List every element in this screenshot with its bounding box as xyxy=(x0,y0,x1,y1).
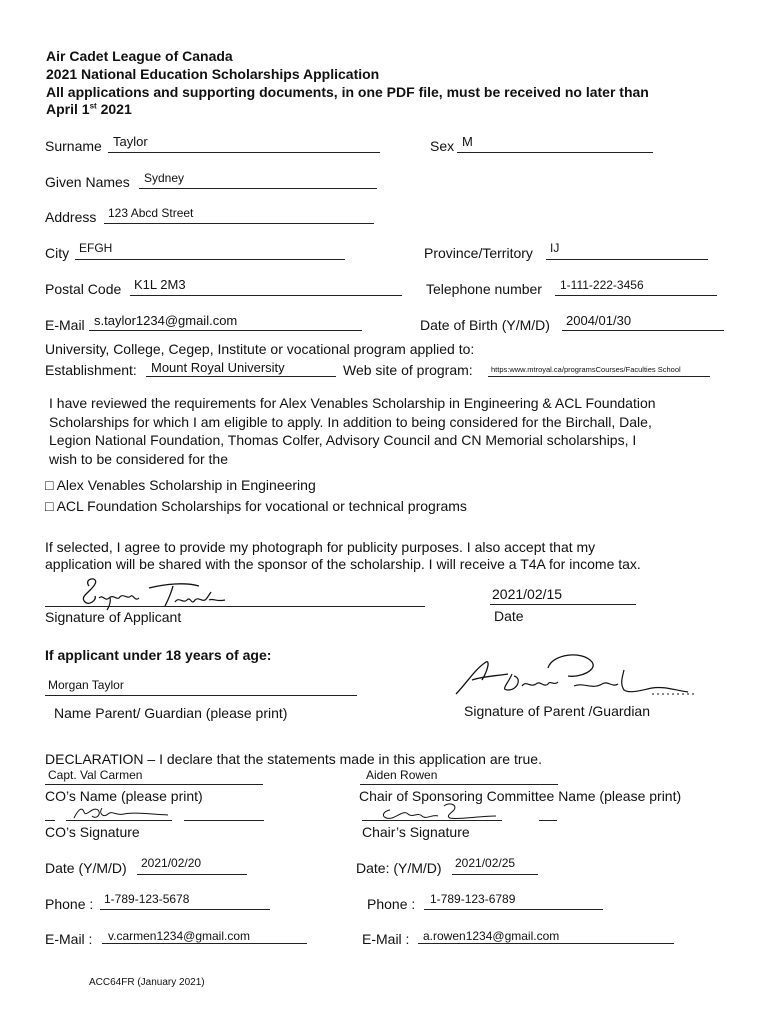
establishment-label: Establishment: xyxy=(45,362,137,378)
city-field[interactable]: EFGH xyxy=(79,241,113,255)
consent-line-1: If selected, I agree to provide my photograph for publicity purposes. I also accept that my xyxy=(45,539,596,555)
website-label: Web site of program: xyxy=(343,362,473,378)
header-line-3: All applications and supporting documents, in one PDF file, must be received no later than xyxy=(46,84,649,100)
header-line-2: 2021 National Education Scholarships Application xyxy=(46,66,380,82)
co-email-label: E-Mail : xyxy=(45,931,93,947)
co-signature-label: CO’s Signature xyxy=(45,824,140,840)
consent-line-2: application will be shared with the sponsor of the scholarship. I will receive a T4A for income tax. xyxy=(45,556,641,572)
declaration-text: DECLARATION – I declare that the statements made in this application are true. xyxy=(45,751,542,767)
email-underline xyxy=(89,330,362,331)
establishment-underline xyxy=(146,376,336,377)
header-line-1: Air Cadet League of Canada xyxy=(46,48,233,64)
chair-email-field[interactable]: a.rowen1234@gmail.com xyxy=(423,929,560,943)
co-signature-underline-a xyxy=(45,820,55,821)
co-date-field[interactable]: 2021/02/20 xyxy=(141,856,202,870)
chair-date-field[interactable]: 2021/02/25 xyxy=(455,856,516,870)
applicant-date-field[interactable]: 2021/02/15 xyxy=(492,586,563,602)
establishment-field[interactable]: Mount Royal University xyxy=(151,360,285,375)
province-underline xyxy=(546,259,708,260)
review-line-3: Legion National Foundation, Thomas Colfer, Advisory Council and CN Memorial scholarships, I xyxy=(49,432,637,448)
dob-underline xyxy=(562,330,724,331)
address-label: Address xyxy=(45,209,97,225)
header-line-4-post: 2021 xyxy=(96,101,132,117)
co-name-field[interactable]: Capt. Val Carmen xyxy=(48,768,143,782)
chair-name-field[interactable]: Aiden Rowen xyxy=(366,768,438,782)
review-line-2: Scholarships for which I am eligible to apply. In addition to being considered for the Birchall, Dale, xyxy=(49,414,652,430)
chair-date-label: Date: (Y/M/D) xyxy=(356,860,442,876)
option-acl-foundation-checkbox[interactable]: □ ACL Foundation Scholarships for vocational or technical programs xyxy=(45,498,467,514)
form-code: ACC64FR (January 2021) xyxy=(89,977,205,988)
address-underline xyxy=(104,223,374,224)
given-names-underline xyxy=(139,188,377,189)
chair-name-underline xyxy=(360,784,558,785)
surname-underline xyxy=(108,152,380,153)
review-line-4: wish to be considered for the xyxy=(49,451,228,467)
applicant-date-underline xyxy=(490,604,636,605)
address-field[interactable]: 123 Abcd Street xyxy=(108,206,194,220)
sex-field[interactable]: M xyxy=(462,134,473,149)
guardian-name-label: Name Parent/ Guardian (please print) xyxy=(54,705,288,721)
guardian-signature-image[interactable] xyxy=(452,650,697,698)
chair-phone-label: Phone : xyxy=(367,896,416,912)
chair-signature-underline-b xyxy=(539,820,557,821)
chair-phone-field[interactable]: 1-789-123-6789 xyxy=(430,892,516,906)
co-phone-field[interactable]: 1-789-123-5678 xyxy=(104,892,190,906)
given-names-label: Given Names xyxy=(45,174,130,190)
guardian-name-field[interactable]: Morgan Taylor xyxy=(48,678,124,692)
review-line-1: I have reviewed the requirements for Alex Venables Scholarship in Engineering & ACL Foundation xyxy=(49,395,656,411)
website-field[interactable]: https:www.mtroyal.ca/programsCourses/Faculties School xyxy=(491,365,681,374)
chair-name-label: Chair of Sponsoring Committee Name (please print) xyxy=(359,788,682,804)
co-signature-image[interactable] xyxy=(68,800,178,822)
postal-code-field[interactable]: K1L 2M3 xyxy=(134,277,186,292)
applicant-signature-image[interactable] xyxy=(75,574,240,612)
header-line-4-sup: st xyxy=(89,101,97,111)
postal-code-label: Postal Code xyxy=(45,281,122,297)
applicant-date-label: Date xyxy=(494,608,524,624)
surname-field[interactable]: Taylor xyxy=(113,134,148,149)
co-date-label: Date (Y/M/D) xyxy=(45,860,127,876)
city-underline xyxy=(75,259,345,260)
header-line-4 xyxy=(46,101,132,117)
applicant-signature-label: Signature of Applicant xyxy=(45,609,182,625)
province-field[interactable]: IJ xyxy=(550,241,560,255)
postal-code-underline xyxy=(130,295,402,296)
co-phone-label: Phone : xyxy=(45,896,94,912)
sex-underline xyxy=(457,152,653,153)
dob-label: Date of Birth (Y/M/D) xyxy=(420,317,550,333)
chair-email-label: E-Mail : xyxy=(362,931,410,947)
co-phone-underline xyxy=(100,909,270,910)
guardian-name-underline xyxy=(45,695,357,696)
given-names-field[interactable]: Sydney xyxy=(144,171,185,185)
co-name-underline xyxy=(45,784,263,785)
chair-signature-label: Chair’s Signature xyxy=(362,824,470,840)
co-email-field[interactable]: v.carmen1234@gmail.com xyxy=(108,929,251,943)
co-signature-underline-c xyxy=(184,820,264,821)
guardian-heading: If applicant under 18 years of age: xyxy=(45,647,272,663)
telephone-underline xyxy=(555,295,717,296)
city-label: City xyxy=(45,245,70,261)
email-field[interactable]: s.taylor1234@gmail.com xyxy=(94,313,238,328)
header-line-4-pre: April 1 xyxy=(46,101,90,117)
email-label: E-Mail xyxy=(45,317,85,333)
guardian-signature-label: Signature of Parent /Guardian xyxy=(464,703,651,719)
option-alex-venables-checkbox[interactable]: □ Alex Venables Scholarship in Engineering xyxy=(45,477,316,493)
co-date-underline xyxy=(137,874,247,875)
program-intro: University, College, Cegep, Institute or vocational program applied to: xyxy=(45,341,475,357)
chair-date-underline xyxy=(452,874,538,875)
province-label: Province/Territory xyxy=(424,245,533,261)
co-name-label: CO’s Name (please print) xyxy=(45,788,203,804)
dob-field[interactable]: 2004/01/30 xyxy=(566,313,632,328)
chair-signature-image[interactable] xyxy=(378,800,500,822)
chair-phone-underline xyxy=(424,909,603,910)
telephone-label: Telephone number xyxy=(426,281,542,297)
sex-label: Sex xyxy=(430,138,455,154)
surname-label: Surname xyxy=(45,138,102,154)
telephone-field[interactable]: 1-111-222-3456 xyxy=(560,278,644,292)
